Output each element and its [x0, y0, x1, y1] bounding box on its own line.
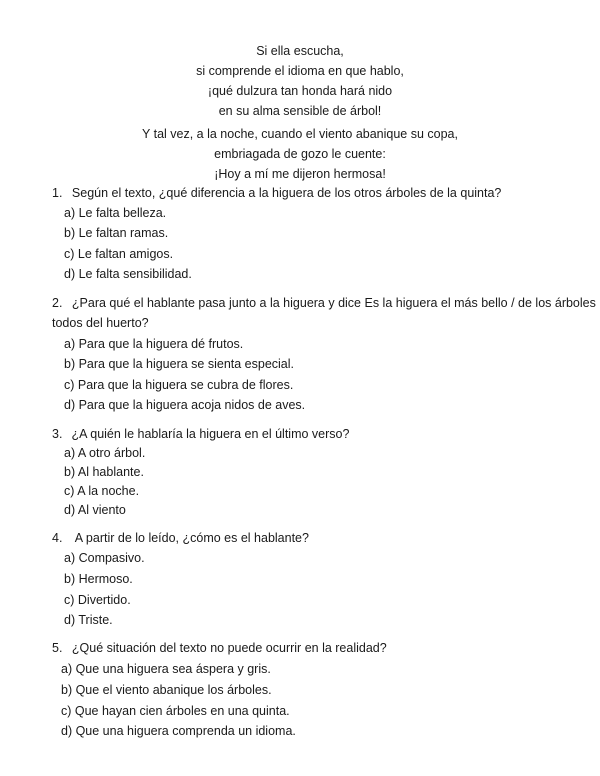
poem-line: ¡Hoy a mí me dijeron hermosa!: [214, 167, 386, 181]
question-number: 3.: [52, 427, 63, 441]
poem-line: Si ella escucha,: [256, 44, 344, 58]
question-number: 5.: [52, 641, 63, 655]
question-5-option-b: b) Que el viento abanique los árboles.: [61, 683, 272, 697]
question-2-text: [52, 293, 596, 313]
question-2-option-a: a) Para que la higuera dé frutos.: [64, 337, 244, 351]
question-3-option-a: a) A otro árbol.: [64, 446, 146, 460]
question-5-option-a: a) Que una higuera sea áspera y gris.: [61, 662, 271, 676]
question-number: 2.: [52, 296, 63, 310]
question-4-text: [52, 528, 309, 548]
poem-line: en su alma sensible de árbol!: [218, 104, 382, 118]
question-1-text: [52, 183, 501, 203]
question-2-option-b: b) Para que la higuera se sienta especial.: [64, 357, 295, 371]
question-1-option-a: a) Le falta belleza.: [64, 206, 167, 220]
poem-stanza-2: [0, 124, 600, 184]
question-prompt: ¿Para qué el hablante pasa junto a la higuera y dice Es la higuera el más bello / de los árboles: [71, 296, 596, 310]
question-3-option-c: c) A la noche.: [64, 484, 140, 498]
question-1-option-c: c) Le faltan amigos.: [64, 247, 174, 261]
poem-stanza-1: [0, 41, 600, 121]
question-5-option-c: c) Que hayan cien árboles en una quinta.: [61, 704, 290, 718]
question-3-text: [52, 424, 349, 444]
question-prompt: Según el texto, ¿qué diferencia a la higuera de los otros árboles de la quinta?: [71, 186, 502, 200]
question-2-option-d: d) Para que la higuera acoja nidos de aves.: [64, 398, 306, 412]
question-number: 4.: [52, 531, 63, 545]
question-5-text: [52, 638, 387, 658]
poem-line: embriagada de gozo le cuente:: [214, 147, 386, 161]
question-1-option-b: b) Le faltan ramas.: [64, 226, 169, 240]
question-4-option-c: c) Divertido.: [64, 593, 131, 607]
question-prompt: A partir de lo leído, ¿cómo es el hablante?: [74, 531, 309, 545]
question-5-option-d: d) Que una higuera comprenda un idioma.: [61, 724, 296, 738]
question-number: 1.: [52, 186, 63, 200]
poem-line: ¡qué dulzura tan honda hará nido: [207, 84, 393, 98]
question-4-option-d: d) Triste.: [64, 613, 113, 627]
question-3-option-d: d) Al viento: [64, 503, 126, 517]
question-prompt: ¿Qué situación del texto no puede ocurrir en la realidad?: [71, 641, 387, 655]
question-2-text-continued: todos del huerto?: [52, 316, 149, 330]
poem-line: si comprende el idioma en que hablo,: [196, 64, 404, 78]
question-4-option-a: a) Compasivo.: [64, 551, 145, 565]
question-prompt: ¿A quién le hablaría la higuera en el último verso?: [71, 427, 350, 441]
question-3-option-b: b) Al hablante.: [64, 465, 144, 479]
poem-line: Y tal vez, a la noche, cuando el viento abanique su copa,: [142, 127, 458, 141]
question-4-option-b: b) Hermoso.: [64, 572, 133, 586]
question-2-option-c: c) Para que la higuera se cubra de flores.: [64, 378, 294, 392]
question-1-option-d: d) Le falta sensibilidad.: [64, 267, 192, 281]
